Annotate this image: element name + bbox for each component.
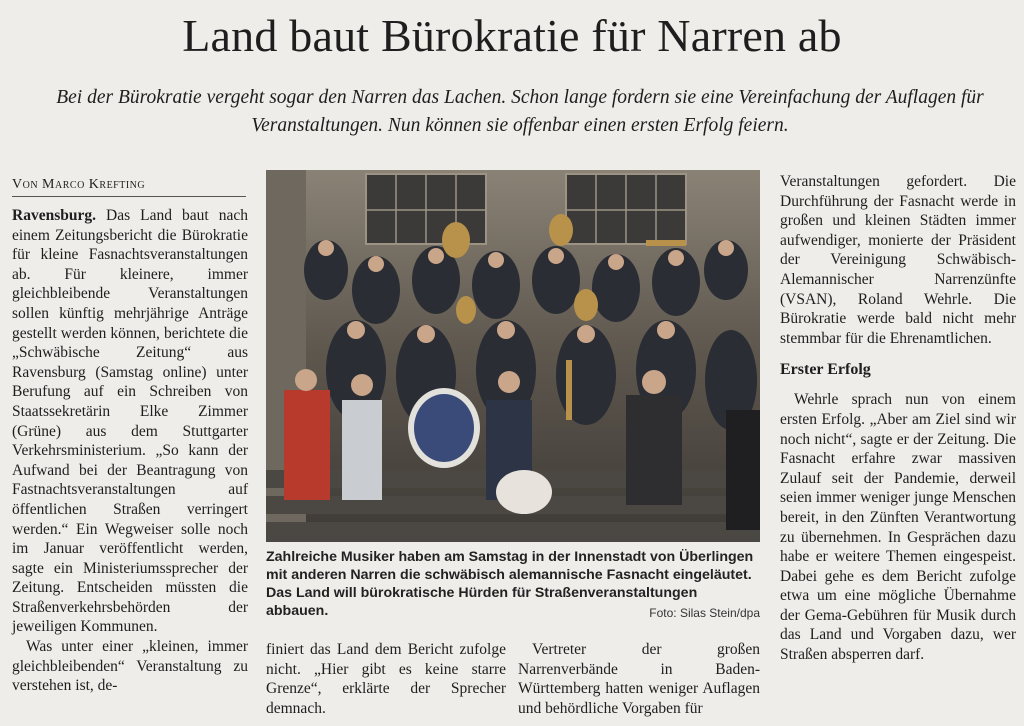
paragraph <box>12 206 248 637</box>
headline: Land baut Bürokratie für Narren ab <box>182 10 842 61</box>
paragraph-text: Das Land baut nach einem Zeitungsbericht die Bürokratie für kleine Fasnachtsveranstaltungen ab. Für kleinere, immer gleichbleibende Veranstaltungen sollen künftig mehrjährige Anträge gestellt werden können, berichtete die „Schwäbische Zeitung“ aus Ravensburg (Samstag online) unter Berufung auf ein Schreiben von Staatssekretärin Elke Zimmer (Grüne) aus dem Stuttgarter Verkehrsministerium. „So kann der Aufwand bei der Beantragung von Fastnachtsveranstaltungen auf öffentlichen Straßen verringert werden.“ Ein Wegweiser solle noch im Januar veröffentlicht werden, sagte ein Ministeriumssprecher der Zeitung. Entscheiden müssten die Straßenverkehrsbehörden der jeweiligen Kommunen. <box>12 207 248 636</box>
byline: Von Marco Krefting <box>12 176 246 197</box>
article-column-1 <box>12 206 248 696</box>
paragraph: Veranstaltungen gefordert. Die Durchführung der Fasnacht werde in großen und kleinen Städten immer aufwendiger, monierte der Präsident der Vereinigung Schwäbisch-Alemannischer Narrenzünfte (VSAN), Roland Wehrle. Die Bürokratie werde bald nicht mehr stemmbar für die Ehrenamtlichen. <box>780 173 1016 347</box>
article-column-4 <box>780 172 1016 665</box>
dateline: Ravensburg. <box>12 207 96 224</box>
band-photo-image <box>266 170 760 542</box>
paragraph: Vertreter der großen Narrenverbände in Baden-Württemberg hatten weniger Auflagen und behördliche Vorgaben für <box>518 641 760 717</box>
article-column-3 <box>518 640 760 718</box>
article-column-2 <box>266 640 506 718</box>
news-photo <box>266 170 760 542</box>
paragraph: finiert das Land dem Bericht zufolge nicht. „Hier gibt es keine starre Grenze“, erklärte der Sprecher demnach. <box>266 641 506 717</box>
photo-caption: Zahlreiche Musiker haben am Samstag in der Innenstadt von Überlingen mit anderen Narren die schwäbisch alemannische Fasnacht eingeläutet. Das Land will bürokratische Hürden für Straßenveranstaltungen abbauen. <box>266 549 754 619</box>
photo-credit: Foto: Silas Stein/dpa <box>649 606 760 620</box>
lead-paragraph: Bei der Bürokratie vergeht sogar den Narren das Lachen. Schon lange fordern sie eine Vereinfachung der Auflagen für Veranstaltungen. Nun können sie offenbar einen ersten Erfolg feiern. <box>56 87 984 136</box>
paragraph: Was unter einer „kleinen, immer gleichbleibenden“ Veranstaltung zu verstehen ist, de- <box>12 638 248 695</box>
subheading: Erster Erfolg <box>780 361 871 379</box>
paragraph: Wehrle sprach nun von einem ersten Erfolg. „Aber am Ziel sind wir noch nicht“, sagte er der Zeitung. Die Fasnacht erfahre zwar massiven Zulauf seit der Pandemie, derweil seien immer weniger junge Menschen bereit, in den Zünften Verantwortung zu übernehmen. In Gesprächen dazu habe er weitere Themen eingespeist. Dabei gehe es dem Bericht zufolge etwa um eine mögliche Übernahme der Gema-Gebühren für Musik durch das Land und Vorgaben dazu, wer Straßen absperren darf. <box>780 391 1016 664</box>
